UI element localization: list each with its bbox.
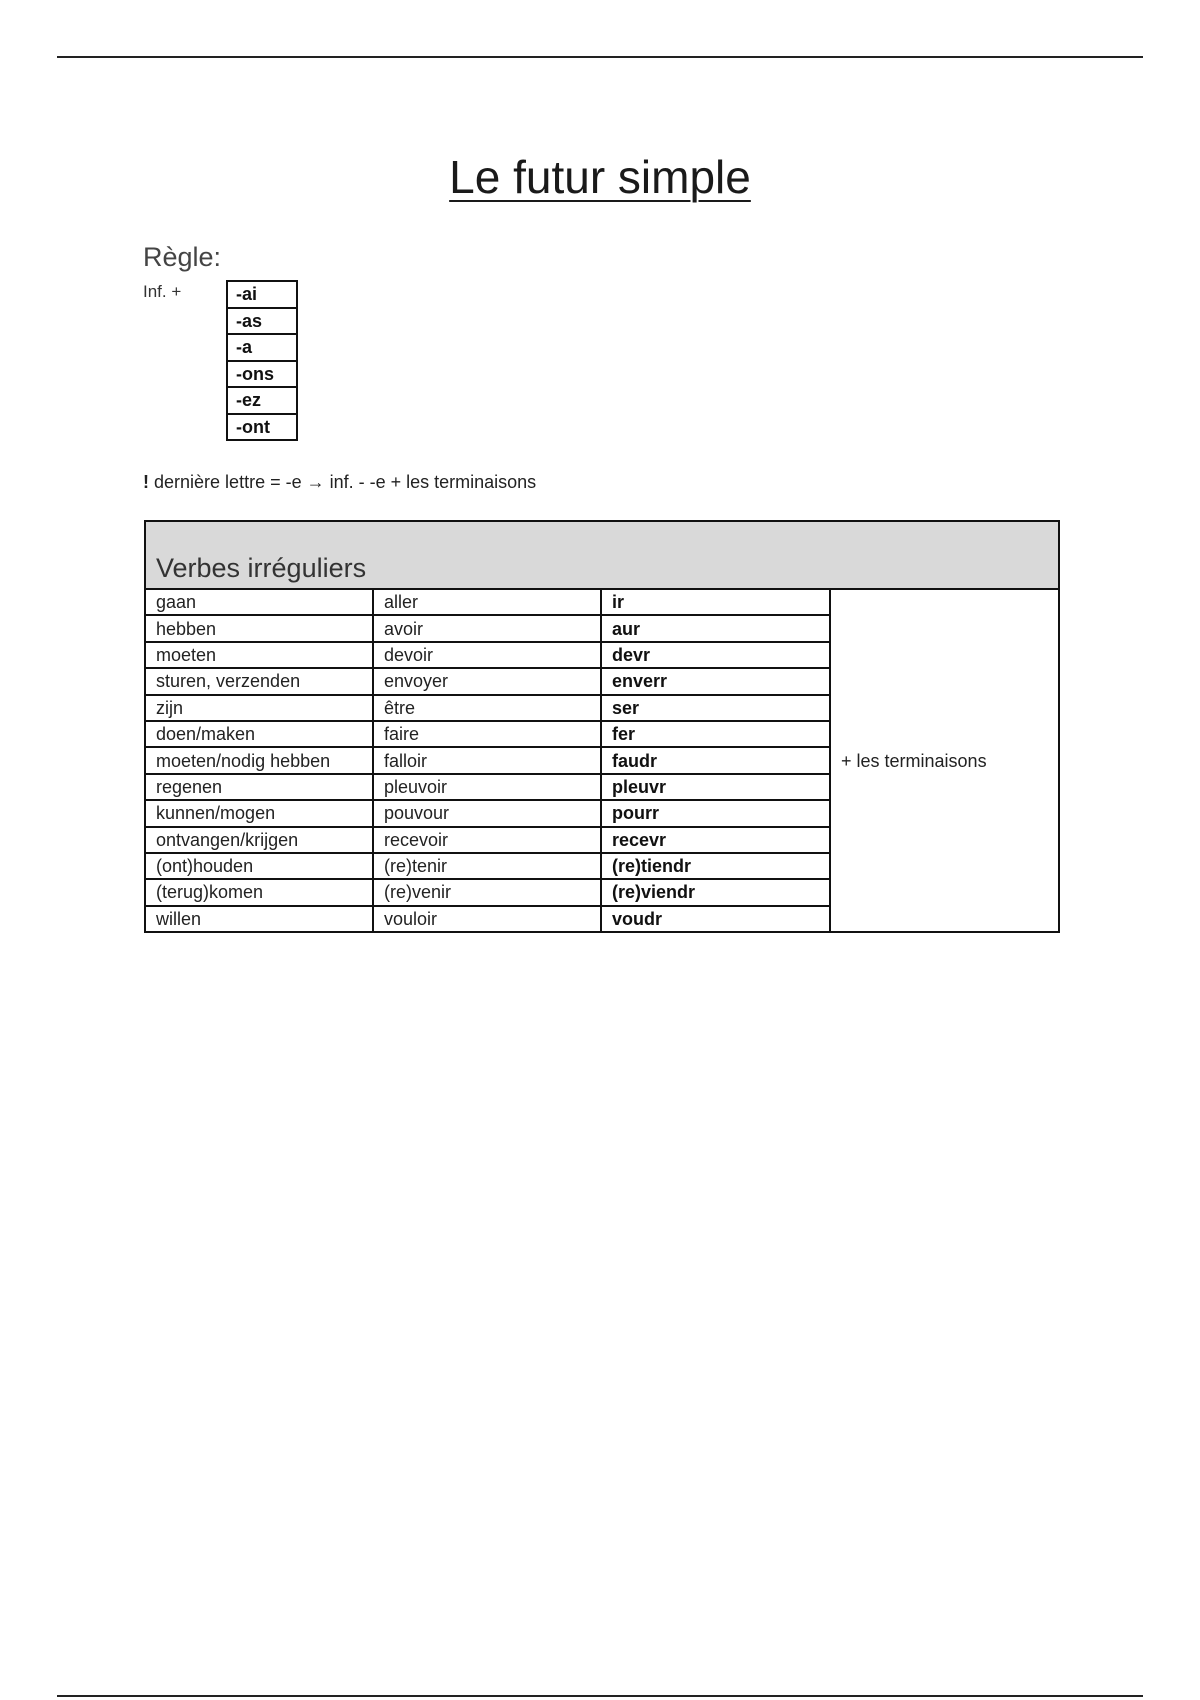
ending-row	[227, 334, 297, 361]
header-rule	[57, 56, 1143, 58]
infinitive-cell: aller	[373, 589, 601, 615]
ending-cell: -ai	[227, 281, 297, 308]
infinitive-cell: falloir	[373, 747, 601, 773]
endings-table	[226, 280, 298, 441]
infinitive-cell: faire	[373, 721, 601, 747]
stem-cell: ser	[601, 695, 830, 721]
dutch-cell: (terug)komen	[145, 879, 373, 905]
ending-row	[227, 361, 297, 388]
dutch-cell: moeten	[145, 642, 373, 668]
ending-cell: -ont	[227, 414, 297, 441]
infinitive-cell: (re)tenir	[373, 853, 601, 879]
table-row	[145, 589, 1059, 615]
ending-cell: -ez	[227, 387, 297, 414]
infinitive-cell: envoyer	[373, 668, 601, 694]
dutch-cell: willen	[145, 906, 373, 932]
dutch-cell: doen/maken	[145, 721, 373, 747]
infinitive-plus-label: Inf. +	[143, 282, 182, 301]
dutch-cell: moeten/nodig hebben	[145, 747, 373, 773]
note-text: dernière lettre = -e → inf. - -e + les terminaisons	[154, 472, 537, 492]
dutch-cell: sturen, verzenden	[145, 668, 373, 694]
ending-row	[227, 281, 297, 308]
stem-cell: fer	[601, 721, 830, 747]
stem-cell: pleuvr	[601, 774, 830, 800]
ending-row	[227, 387, 297, 414]
infinitive-cell: vouloir	[373, 906, 601, 932]
stem-cell: pourr	[601, 800, 830, 826]
stem-cell: (re)viendr	[601, 879, 830, 905]
footer-rule	[57, 1695, 1143, 1697]
dutch-cell: kunnen/mogen	[145, 800, 373, 826]
infinitive-cell: (re)venir	[373, 879, 601, 905]
ending-cell: -as	[227, 308, 297, 335]
stem-cell: faudr	[601, 747, 830, 773]
irregular-verbs-table	[144, 520, 1060, 933]
stem-cell: enverr	[601, 668, 830, 694]
stem-cell: (re)tiendr	[601, 853, 830, 879]
page-title	[0, 150, 1200, 204]
stem-cell: voudr	[601, 906, 830, 932]
page-title-text: Le futur simple	[449, 151, 751, 203]
rule-note	[143, 472, 536, 493]
dutch-cell: gaan	[145, 589, 373, 615]
stem-cell: recevr	[601, 827, 830, 853]
infinitive-cell: pleuvoir	[373, 774, 601, 800]
dutch-cell: hebben	[145, 615, 373, 641]
infinitive-cell: devoir	[373, 642, 601, 668]
infinitive-cell: recevoir	[373, 827, 601, 853]
stem-cell: ir	[601, 589, 830, 615]
rule-heading: Règle:	[143, 242, 222, 272]
ending-cell: -a	[227, 334, 297, 361]
infinitive-cell: être	[373, 695, 601, 721]
dutch-cell: (ont)houden	[145, 853, 373, 879]
irregular-verbs-heading: Verbes irréguliers	[145, 521, 1059, 589]
note-exclamation: !	[143, 472, 149, 492]
ending-cell: -ons	[227, 361, 297, 388]
dutch-cell: ontvangen/krijgen	[145, 827, 373, 853]
table-header-row	[145, 521, 1059, 589]
infinitive-cell: avoir	[373, 615, 601, 641]
ending-row	[227, 308, 297, 335]
stem-cell: aur	[601, 615, 830, 641]
stem-cell: devr	[601, 642, 830, 668]
dutch-cell: zijn	[145, 695, 373, 721]
infinitive-cell: pouvour	[373, 800, 601, 826]
terminations-note: + les terminaisons	[830, 589, 1059, 932]
ending-row	[227, 414, 297, 441]
dutch-cell: regenen	[145, 774, 373, 800]
